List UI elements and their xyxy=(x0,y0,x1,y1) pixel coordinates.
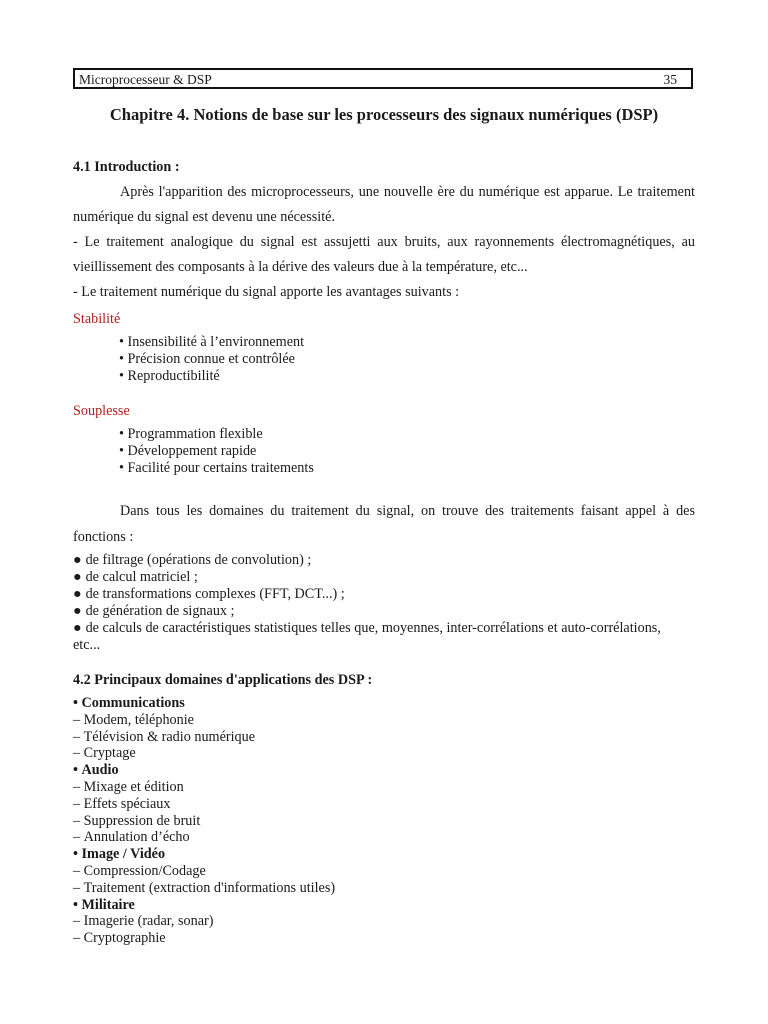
category-audio: • Audio xyxy=(73,762,335,779)
list-item: – Cryptage xyxy=(73,745,335,762)
list-item: • Précision connue et contrôlée xyxy=(119,351,304,368)
list-item: ● de génération de signaux ; xyxy=(73,603,235,619)
header-title: Microprocesseur & DSP xyxy=(79,72,212,87)
list-item: ● de calculs de caractéristiques statistiques telles que, moyennes, inter-corrélations et auto-corrélations, etc... xyxy=(73,620,661,653)
list-item: – Annulation d’écho xyxy=(73,829,335,846)
paragraph: - Le traitement numérique du signal apporte les avantages suivants : xyxy=(73,284,460,300)
paragraph: Dans tous les domaines du traitement du signal, on trouve des traitements faisant appel à des fonctions : xyxy=(73,503,695,545)
list-item: • Programmation flexible xyxy=(119,426,314,443)
list-item: – Traitement (extraction d'informations utiles) xyxy=(73,880,335,897)
list-item: – Modem, téléphonie xyxy=(73,712,335,729)
chapter-title: Chapitre 4. Notions de base sur les processeurs des signaux numériques (DSP) xyxy=(109,105,659,124)
list-item: – Suppression de bruit xyxy=(73,813,335,830)
list-item: • Insensibilité à l’environnement xyxy=(119,334,304,351)
subheading-souplesse: Souplesse xyxy=(73,403,130,419)
list-item: ● de filtrage (opérations de convolution) ; xyxy=(73,552,312,568)
list-item: • Reproductibilité xyxy=(119,368,304,385)
applications-list xyxy=(73,695,335,947)
list-item: – Imagerie (radar, sonar) xyxy=(73,913,335,930)
bullet-icon: ● xyxy=(73,603,82,619)
bullet-icon: ● xyxy=(73,620,82,636)
list-item: – Compression/Codage xyxy=(73,863,335,880)
paragraph: - Le traitement analogique du signal est assujetti aux bruits, aux rayonnements électromagnétiques, au vieillissement des composants à la dérive des valeurs due à la température, etc... xyxy=(73,234,695,275)
subheading-stabilite: Stabilité xyxy=(73,311,121,327)
section-heading-introduction: 4.1 Introduction : xyxy=(73,159,180,175)
category-communications: • Communications xyxy=(73,695,335,712)
list-souplesse xyxy=(119,426,314,477)
list-item: – Cryptographie xyxy=(73,930,335,947)
list-item: ● de transformations complexes (FFT, DCT...) ; xyxy=(73,586,345,602)
list-item: • Facilité pour certains traitements xyxy=(119,460,314,477)
list-item: – Effets spéciaux xyxy=(73,796,335,813)
category-militaire: • Militaire xyxy=(73,897,335,914)
paragraph: Après l'apparition des microprocesseurs, une nouvelle ère du numérique est apparue. Le traitement numérique du signal est devenu une nécessité. xyxy=(73,184,695,225)
section-heading-applications: 4.2 Principaux domaines d'applications des DSP : xyxy=(73,672,373,688)
running-header xyxy=(73,68,693,89)
functions-intro xyxy=(73,498,695,550)
bullet-icon: ● xyxy=(73,552,82,568)
page-number: 35 xyxy=(663,72,677,87)
list-item: • Développement rapide xyxy=(119,443,314,460)
list-stabilite xyxy=(119,334,304,385)
intro-paragraphs xyxy=(73,180,695,305)
bullet-icon: ● xyxy=(73,586,82,602)
list-item: ● de calcul matriciel ; xyxy=(73,569,198,585)
list-item: – Mixage et édition xyxy=(73,779,335,796)
category-image-video: • Image / Vidéo xyxy=(73,846,335,863)
list-item: – Télévision & radio numérique xyxy=(73,729,335,746)
bullet-icon: ● xyxy=(73,569,82,585)
functions-list xyxy=(73,552,673,654)
